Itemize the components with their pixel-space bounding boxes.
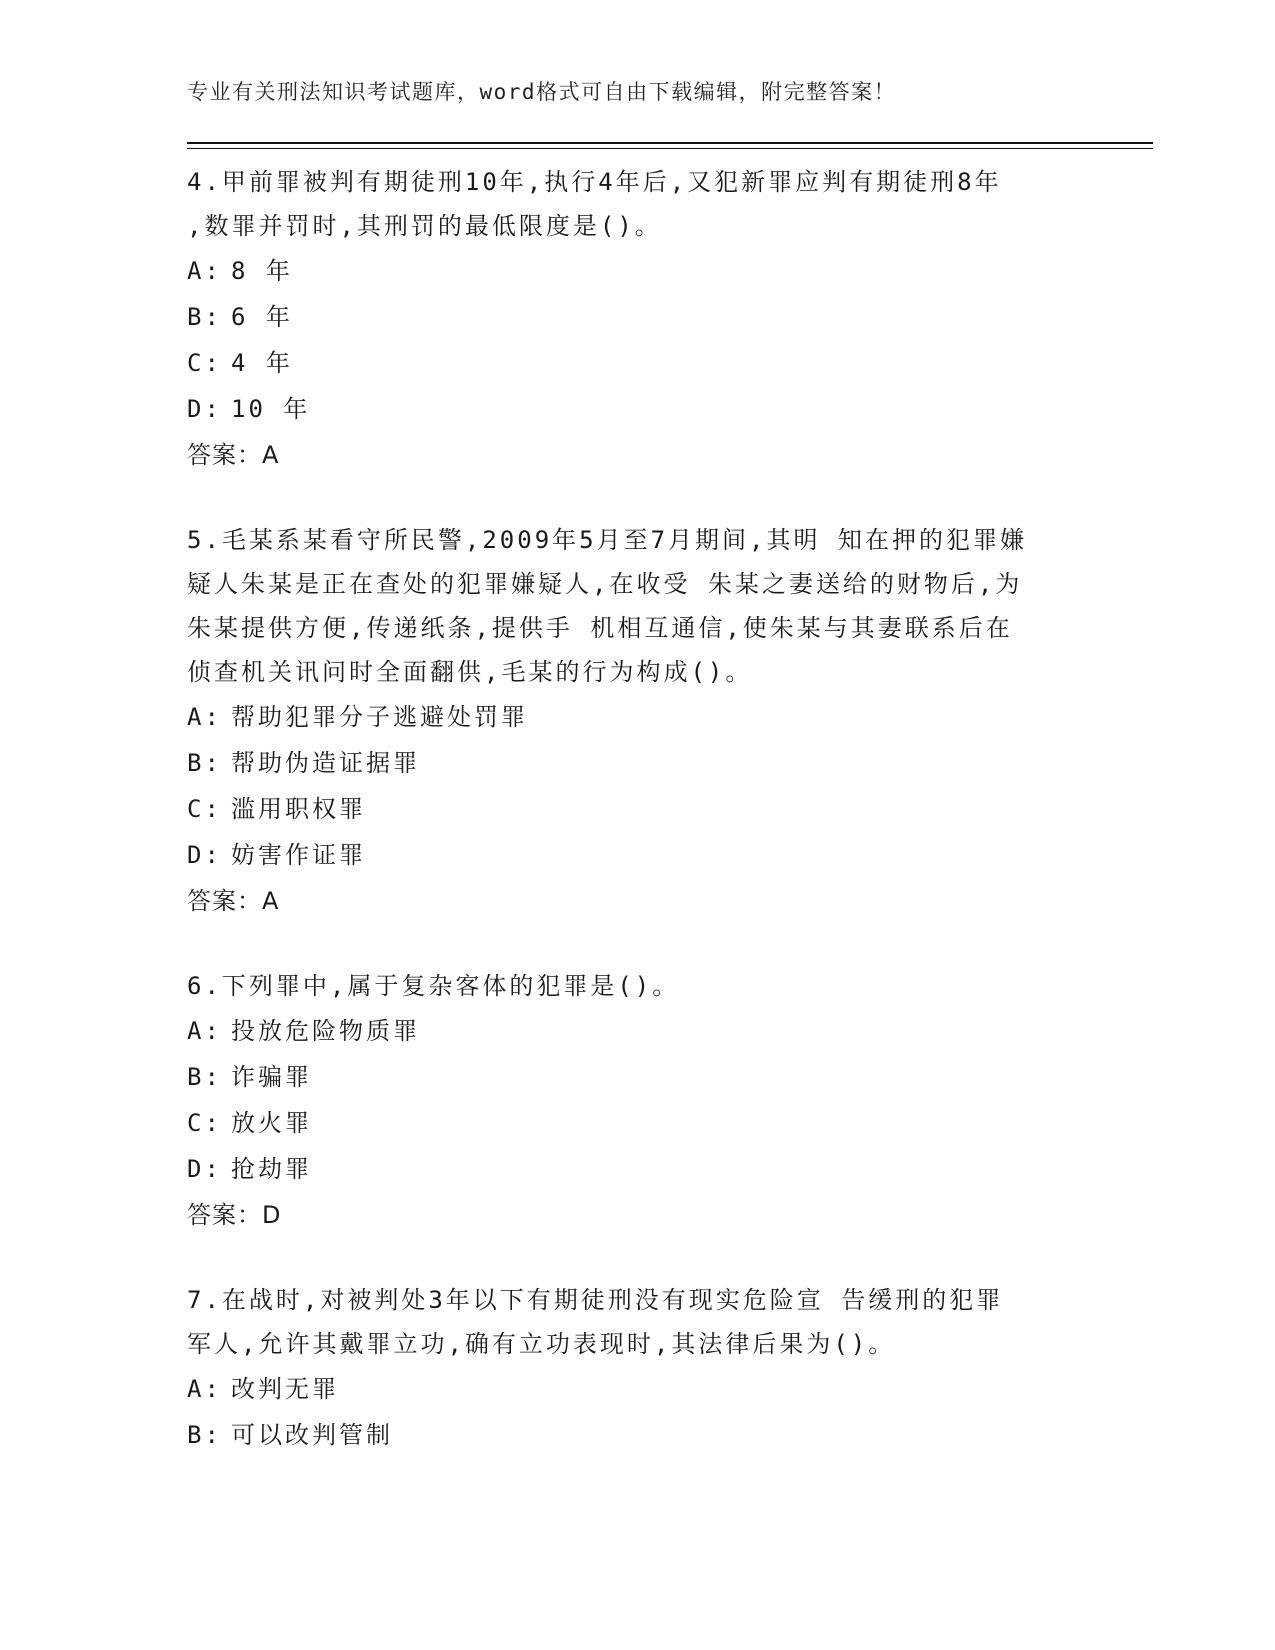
option-text: 放火罪 (231, 1109, 312, 1137)
option-b (187, 1412, 1087, 1458)
answer-line: 答案：A (187, 441, 280, 469)
option-letter: B: (187, 749, 222, 777)
option-letter: A: (187, 257, 222, 285)
option-letter: D: (187, 841, 222, 869)
option-c (187, 1100, 1087, 1146)
option-text: 投放危险物质罪 (231, 1017, 420, 1045)
question-stem-line: 4.甲前罪被判有期徒刑10年,执行4年后,又犯新罪应判有期徒刑8年 (187, 168, 1002, 196)
question-stem-line: ,数罪并罚时,其刑罚的最低限度是()。 (187, 212, 662, 240)
option-a (187, 1008, 1087, 1054)
option-text: 抢劫罪 (231, 1155, 312, 1183)
option-text: 可以改判管制 (231, 1421, 393, 1449)
question-stem-line: 侦查机关讯问时全面翻供,毛某的行为构成()。 (187, 658, 753, 686)
question-stem-line: 军人,允许其戴罪立功,确有立功表现时,其法律后果为()。 (187, 1330, 896, 1358)
option-text: 改判无罪 (231, 1375, 339, 1403)
option-d (187, 832, 1087, 878)
option-text: 滥用职权罪 (231, 795, 366, 823)
option-b (187, 1054, 1087, 1100)
option-letter: C: (187, 1109, 222, 1137)
option-letter: B: (187, 1421, 222, 1449)
option-a (187, 248, 1087, 294)
header-rule-thick (187, 142, 1153, 144)
option-letter: A: (187, 1017, 222, 1045)
option-letter: B: (187, 303, 222, 331)
question-stem-line: 5.毛某系某看守所民警,2009年5月至7月期间,其明 知在押的犯罪嫌 (187, 526, 1027, 554)
question-stem-line: 朱某提供方便,传递纸条,提供手 机相互通信,使朱某与其妻联系后在 (187, 614, 1013, 642)
option-letter: C: (187, 795, 222, 823)
option-text: 帮助伪造证据罪 (231, 749, 420, 777)
question-5 (187, 518, 1087, 924)
option-c (187, 786, 1087, 832)
option-b (187, 294, 1087, 340)
option-a (187, 1366, 1087, 1412)
option-d (187, 386, 1087, 432)
page-header: 专业有关刑法知识考试题库，word格式可自由下载编辑，附完整答案！ (187, 80, 897, 104)
question-stem-line: 6.下列罪中,属于复杂客体的犯罪是()。 (187, 972, 680, 1000)
option-d (187, 1146, 1087, 1192)
option-text: 8 年 (231, 257, 293, 285)
question-7 (187, 1278, 1087, 1458)
question-list (187, 160, 1087, 1498)
option-letter: A: (187, 703, 222, 731)
option-c (187, 340, 1087, 386)
option-text: 诈骗罪 (231, 1063, 312, 1091)
question-stem-line: 疑人朱某是正在查处的犯罪嫌疑人,在收受 朱某之妻送给的财物后,为 (187, 570, 1023, 598)
question-6 (187, 964, 1087, 1238)
question-stem-line: 7.在战时,对被判处3年以下有期徒刑没有现实危险宣 告缓刑的犯罪 (187, 1286, 1004, 1314)
option-letter: D: (187, 1155, 222, 1183)
option-text: 4 年 (231, 349, 293, 377)
answer-line: 答案：D (187, 1201, 282, 1229)
option-letter: D: (187, 395, 222, 423)
option-text: 6 年 (231, 303, 293, 331)
option-letter: C: (187, 349, 222, 377)
answer-line: 答案：A (187, 887, 280, 915)
option-letter: B: (187, 1063, 222, 1091)
option-text: 帮助犯罪分子逃避处罚罪 (231, 703, 528, 731)
option-a (187, 694, 1087, 740)
option-text: 10 年 (231, 395, 311, 423)
option-text: 妨害作证罪 (231, 841, 366, 869)
option-b (187, 740, 1087, 786)
option-letter: A: (187, 1375, 222, 1403)
question-4 (187, 160, 1087, 478)
header-rule-thin (187, 148, 1153, 149)
